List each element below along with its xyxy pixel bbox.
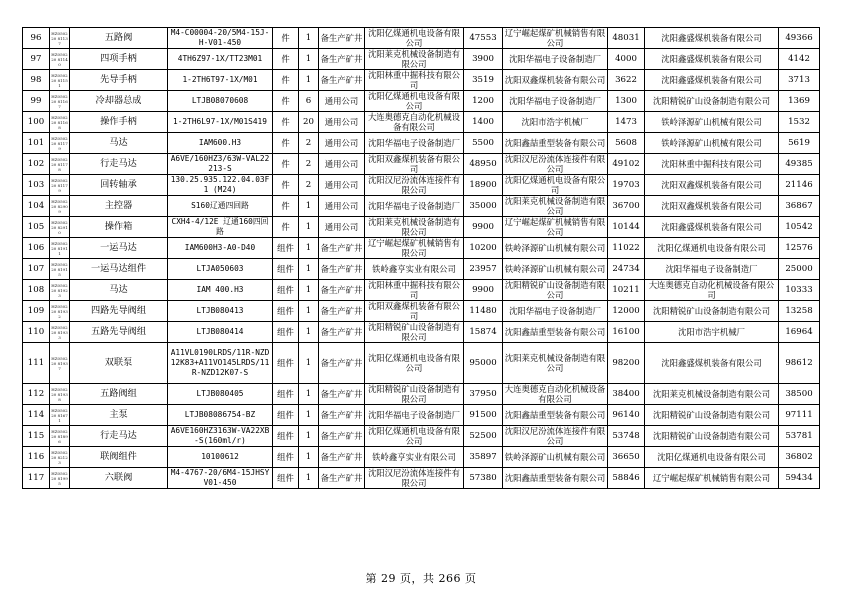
quantity-cell: 1 [299, 196, 319, 217]
price-2-cell: 3622 [608, 70, 645, 91]
unit-cell: 件 [273, 91, 299, 112]
model-spec-cell: 4TH6Z97-1X/TT23M01 [168, 49, 273, 70]
supplier-2-cell: 沈阳汉尼汾流体连接件有限公司 [503, 426, 608, 447]
supplier-1-cell: 沈阳华福电子设备制造厂 [365, 196, 464, 217]
quantity-cell: 1 [299, 447, 319, 468]
price-3-cell: 12576 [779, 238, 820, 259]
item-name-cell: 操作箱 [70, 217, 168, 238]
supplier-2-cell: 沈阳华福电子设备制造厂 [503, 301, 608, 322]
quantity-cell: 1 [299, 217, 319, 238]
price-2-cell: 4000 [608, 49, 645, 70]
category-cell: 备生产矿井 [319, 447, 365, 468]
supplier-1-cell: 辽宁崛起煤矿机械销售有限公司 [365, 238, 464, 259]
quantity-cell: 1 [299, 405, 319, 426]
category-cell: 通用公司 [319, 154, 365, 175]
price-3-cell: 36867 [779, 196, 820, 217]
model-spec-cell: LTJB080405 [168, 384, 273, 405]
supplier-2-cell: 铁岭泽源矿山机械有限公司 [503, 447, 608, 468]
unit-cell: 组件 [273, 301, 299, 322]
supplier-3-cell: 沈阳亿煤通机电设备有限公司 [645, 238, 779, 259]
price-3-cell: 38500 [779, 384, 820, 405]
price-3-cell: 36802 [779, 447, 820, 468]
material-code-cell: HZ050220 81179 [50, 133, 70, 154]
supplier-3-cell: 沈阳精锐矿山设备制造有限公司 [645, 91, 779, 112]
unit-cell: 件 [273, 175, 299, 196]
price-2-cell: 36650 [608, 447, 645, 468]
category-cell: 备生产矿井 [319, 28, 365, 49]
model-spec-cell: A6VE/160HZ3/63W-VAL22213-S [168, 154, 273, 175]
item-name-cell: 六联阀 [70, 468, 168, 489]
row-number-cell: 96 [23, 28, 50, 49]
supplier-1-cell: 沈阳亿煤通机电设备有限公司 [365, 28, 464, 49]
row-number-cell: 103 [23, 175, 50, 196]
table-row [23, 133, 820, 154]
quantity-cell: 1 [299, 322, 319, 343]
category-cell: 备生产矿井 [319, 280, 365, 301]
model-spec-cell: IAM600.H3 [168, 133, 273, 154]
quantity-cell: 2 [299, 175, 319, 196]
category-cell: 通用公司 [319, 112, 365, 133]
supplier-1-cell: 沈阳华福电子设备制造厂 [365, 133, 464, 154]
quantity-cell: 2 [299, 154, 319, 175]
price-3-cell: 53781 [779, 426, 820, 447]
price-1-cell: 3900 [464, 49, 503, 70]
price-1-cell: 37950 [464, 384, 503, 405]
category-cell: 备生产矿井 [319, 322, 365, 343]
supplier-3-cell: 沈阳亿煤通机电设备有限公司 [645, 447, 779, 468]
price-2-cell: 36700 [608, 196, 645, 217]
table-row [23, 175, 820, 196]
price-1-cell: 48950 [464, 154, 503, 175]
quantity-cell: 6 [299, 91, 319, 112]
supplier-2-cell: 沈阳莱克机械设备制造有限公司 [503, 343, 608, 384]
supplier-3-cell: 沈阳精锐矿山设备制造有限公司 [645, 301, 779, 322]
item-name-cell: 五路先导阀组 [70, 322, 168, 343]
row-number-cell: 116 [23, 447, 50, 468]
row-number-cell: 115 [23, 426, 50, 447]
supplier-3-cell: 大连奥德克自动化机械设备有限公司 [645, 280, 779, 301]
price-3-cell: 98612 [779, 343, 820, 384]
supplier-2-cell: 沈阳鑫喆重型装备有限公司 [503, 405, 608, 426]
price-3-cell: 59434 [779, 468, 820, 489]
unit-cell: 件 [273, 196, 299, 217]
category-cell: 备生产矿井 [319, 426, 365, 447]
supplier-2-cell: 沈阳双鑫煤机装备有限公司 [503, 70, 608, 91]
price-2-cell: 98200 [608, 343, 645, 384]
category-cell: 备生产矿井 [319, 49, 365, 70]
price-2-cell: 49102 [608, 154, 645, 175]
item-name-cell: 回转轴承 [70, 175, 168, 196]
supplier-1-cell: 沈阳林重中掘科技有限公司 [365, 280, 464, 301]
price-1-cell: 11480 [464, 301, 503, 322]
table-row [23, 49, 820, 70]
supplier-1-cell: 铁岭鑫亨实业有限公司 [365, 447, 464, 468]
supplier-3-cell: 沈阳鑫盛煤机装备有限公司 [645, 49, 779, 70]
supplier-1-cell: 沈阳亿煤通机电设备有限公司 [365, 426, 464, 447]
category-cell: 备生产矿井 [319, 468, 365, 489]
row-number-cell: 106 [23, 238, 50, 259]
model-spec-cell: IAM600H3-A0-D40 [168, 238, 273, 259]
price-3-cell: 1532 [779, 112, 820, 133]
category-cell: 备生产矿井 [319, 301, 365, 322]
category-cell: 备生产矿井 [319, 405, 365, 426]
supplier-1-cell: 铁岭鑫亨实业有限公司 [365, 259, 464, 280]
material-code-cell: HZ050220 81937 [50, 343, 70, 384]
model-spec-cell: LTJA050603 [168, 259, 273, 280]
item-name-cell: 冷却器总成 [70, 91, 168, 112]
item-name-cell: 马达 [70, 133, 168, 154]
material-code-cell: HZ050220 81671 [50, 405, 70, 426]
unit-cell: 件 [273, 112, 299, 133]
unit-cell: 件 [273, 49, 299, 70]
supplier-2-cell: 沈阳华福电子设备制造厂 [503, 49, 608, 70]
price-1-cell: 91500 [464, 405, 503, 426]
category-cell: 备生产矿井 [319, 343, 365, 384]
supplier-3-cell: 辽宁崛起煤矿机械销售有限公司 [645, 468, 779, 489]
row-number-cell: 99 [23, 91, 50, 112]
category-cell: 备生产矿井 [319, 384, 365, 405]
supplier-2-cell: 沈阳鑫喆重型装备有限公司 [503, 322, 608, 343]
price-3-cell: 5619 [779, 133, 820, 154]
unit-cell: 组件 [273, 384, 299, 405]
price-3-cell: 10542 [779, 217, 820, 238]
unit-cell: 组件 [273, 405, 299, 426]
price-1-cell: 35000 [464, 196, 503, 217]
model-spec-cell: A11VL0190LRDS/11R-NZD12K83+A11VO145LRDS/11R-NZD12K07-S [168, 343, 273, 384]
material-code-cell: HZ050220 81995 [50, 468, 70, 489]
item-name-cell: 联阀组件 [70, 447, 168, 468]
price-3-cell: 3713 [779, 70, 820, 91]
quantity-cell: 1 [299, 259, 319, 280]
table-row [23, 238, 820, 259]
price-1-cell: 23957 [464, 259, 503, 280]
row-number-cell: 97 [23, 49, 50, 70]
material-code-cell: HZ050220 81896 [50, 426, 70, 447]
row-number-cell: 111 [23, 343, 50, 384]
quantity-cell: 2 [299, 133, 319, 154]
price-3-cell: 10333 [779, 280, 820, 301]
table-row [23, 384, 820, 405]
supplier-2-cell: 沈阳精锐矿山设备制造有限公司 [503, 280, 608, 301]
price-2-cell: 53748 [608, 426, 645, 447]
price-3-cell: 4142 [779, 49, 820, 70]
supplier-3-cell: 沈阳林重中掘科技有限公司 [645, 154, 779, 175]
row-number-cell: 105 [23, 217, 50, 238]
unit-cell: 组件 [273, 468, 299, 489]
material-code-cell: HZ050220 81915 [50, 259, 70, 280]
item-name-cell: 马达 [70, 280, 168, 301]
model-spec-cell: S160辽通四回路 [168, 196, 273, 217]
price-2-cell: 96140 [608, 405, 645, 426]
material-code-cell: HZ050220 81140 [50, 49, 70, 70]
price-2-cell: 5608 [608, 133, 645, 154]
material-code-cell: HZ050220 81932 [50, 301, 70, 322]
material-code-cell: HZ050220 81167 [50, 91, 70, 112]
price-2-cell: 19703 [608, 175, 645, 196]
unit-cell: 件 [273, 28, 299, 49]
price-3-cell: 16964 [779, 322, 820, 343]
material-code-cell: HZ050220 81178 [50, 154, 70, 175]
supplier-3-cell: 沈阳鑫盛煤机装备有限公司 [645, 70, 779, 91]
supplier-3-cell: 沈阳鑫盛煤机装备有限公司 [645, 28, 779, 49]
material-code-cell: HZ050220 82123 [50, 447, 70, 468]
supplier-2-cell: 沈阳莱克机械设备制造有限公司 [503, 196, 608, 217]
supplier-3-cell: 沈阳莱克机械设备制造有限公司 [645, 384, 779, 405]
model-spec-cell: LTJB08086754-BZ [168, 405, 273, 426]
unit-cell: 组件 [273, 322, 299, 343]
quantity-cell: 20 [299, 112, 319, 133]
supplier-2-cell: 大连奥德克自动化机械设备有限公司 [503, 384, 608, 405]
row-number-cell: 112 [23, 384, 50, 405]
quantity-cell: 1 [299, 384, 319, 405]
table-row [23, 405, 820, 426]
quantity-cell: 1 [299, 468, 319, 489]
row-number-cell: 110 [23, 322, 50, 343]
material-code-cell: HZ050220 81911 [50, 238, 70, 259]
supplier-3-cell: 沈阳鑫盛煤机装备有限公司 [645, 217, 779, 238]
supplier-2-cell: 沈阳鑫喆重型装备有限公司 [503, 133, 608, 154]
category-cell: 备生产矿井 [319, 70, 365, 91]
price-2-cell: 16100 [608, 322, 645, 343]
quantity-cell: 1 [299, 238, 319, 259]
supplier-3-cell: 沈阳市浩宇机械厂 [645, 322, 779, 343]
quantity-cell: 1 [299, 70, 319, 91]
row-number-cell: 109 [23, 301, 50, 322]
price-3-cell: 13258 [779, 301, 820, 322]
item-name-cell: 一运马达组件 [70, 259, 168, 280]
supplier-1-cell: 沈阳双鑫煤机装备有限公司 [365, 154, 464, 175]
price-1-cell: 1400 [464, 112, 503, 133]
material-code-cell: HZ050220 81938 [50, 384, 70, 405]
price-1-cell: 18900 [464, 175, 503, 196]
quantity-cell: 1 [299, 280, 319, 301]
quantity-cell: 1 [299, 426, 319, 447]
supplier-3-cell: 沈阳精锐矿山设备制造有限公司 [645, 405, 779, 426]
row-number-cell: 101 [23, 133, 50, 154]
supplier-2-cell: 辽宁崛起煤矿机械销售有限公司 [503, 28, 608, 49]
row-number-cell: 104 [23, 196, 50, 217]
table-row [23, 468, 820, 489]
model-spec-cell: 1-2TH6L97-1X/M01S419 [168, 112, 273, 133]
category-cell: 通用公司 [319, 196, 365, 217]
procurement-table [22, 27, 820, 489]
price-1-cell: 1200 [464, 91, 503, 112]
price-3-cell: 1369 [779, 91, 820, 112]
supplier-1-cell: 沈阳亿煤通机电设备有限公司 [365, 91, 464, 112]
supplier-2-cell: 铁岭泽源矿山机械有限公司 [503, 259, 608, 280]
supplier-1-cell: 沈阳华福电子设备制造厂 [365, 405, 464, 426]
unit-cell: 组件 [273, 238, 299, 259]
supplier-2-cell: 沈阳市浩宇机械厂 [503, 112, 608, 133]
price-1-cell: 52500 [464, 426, 503, 447]
quantity-cell: 1 [299, 28, 319, 49]
price-1-cell: 47553 [464, 28, 503, 49]
price-3-cell: 97111 [779, 405, 820, 426]
supplier-2-cell: 沈阳汉尼汾流体连接件有限公司 [503, 154, 608, 175]
table-row [23, 70, 820, 91]
supplier-3-cell: 沈阳双鑫煤机装备有限公司 [645, 175, 779, 196]
item-name-cell: 四路先导阀组 [70, 301, 168, 322]
material-code-cell: HZ050220 81179 [50, 175, 70, 196]
price-3-cell: 21146 [779, 175, 820, 196]
unit-cell: 件 [273, 133, 299, 154]
unit-cell: 组件 [273, 259, 299, 280]
price-1-cell: 9900 [464, 217, 503, 238]
supplier-1-cell: 沈阳双鑫煤机装备有限公司 [365, 301, 464, 322]
row-number-cell: 102 [23, 154, 50, 175]
row-number-cell: 107 [23, 259, 50, 280]
row-number-cell: 114 [23, 405, 50, 426]
quantity-cell: 1 [299, 301, 319, 322]
model-spec-cell: LTJB080413 [168, 301, 273, 322]
supplier-1-cell: 沈阳汉尼汾流体连接件有限公司 [365, 468, 464, 489]
material-code-cell: HZ050220 81933 [50, 322, 70, 343]
supplier-3-cell: 沈阳精锐矿山设备制造有限公司 [645, 426, 779, 447]
price-2-cell: 58846 [608, 468, 645, 489]
category-cell: 通用公司 [319, 91, 365, 112]
material-code-cell: HZ050220 81923 [50, 280, 70, 301]
item-name-cell: 操作手柄 [70, 112, 168, 133]
unit-cell: 件 [273, 154, 299, 175]
price-2-cell: 10144 [608, 217, 645, 238]
model-spec-cell: LTJB080414 [168, 322, 273, 343]
price-3-cell: 25000 [779, 259, 820, 280]
model-spec-cell: A6VE160HZ3163W-VA22XB-S(160ml/r) [168, 426, 273, 447]
unit-cell: 组件 [273, 447, 299, 468]
table-row [23, 426, 820, 447]
row-number-cell: 117 [23, 468, 50, 489]
price-2-cell: 11022 [608, 238, 645, 259]
price-2-cell: 38400 [608, 384, 645, 405]
price-2-cell: 48031 [608, 28, 645, 49]
unit-cell: 组件 [273, 343, 299, 384]
table-row [23, 301, 820, 322]
price-1-cell: 57380 [464, 468, 503, 489]
supplier-2-cell: 沈阳亿煤通机电设备有限公司 [503, 175, 608, 196]
unit-cell: 组件 [273, 280, 299, 301]
item-name-cell: 主泵 [70, 405, 168, 426]
model-spec-cell: IAM 400.H3 [168, 280, 273, 301]
category-cell: 通用公司 [319, 217, 365, 238]
item-name-cell: 四项手柄 [70, 49, 168, 70]
page-footer: 第 29 页，共 266 页 [365, 572, 477, 585]
category-cell: 通用公司 [319, 175, 365, 196]
model-spec-cell: M4-4767-20/6M4-15JHSYV01-450 [168, 468, 273, 489]
price-1-cell: 35897 [464, 447, 503, 468]
category-cell: 通用公司 [319, 133, 365, 154]
quantity-cell: 1 [299, 49, 319, 70]
price-2-cell: 10211 [608, 280, 645, 301]
price-2-cell: 1473 [608, 112, 645, 133]
supplier-3-cell: 铁岭泽源矿山机械有限公司 [645, 112, 779, 133]
price-1-cell: 3519 [464, 70, 503, 91]
supplier-3-cell: 沈阳双鑫煤机装备有限公司 [645, 196, 779, 217]
supplier-3-cell: 沈阳华福电子设备制造厂 [645, 259, 779, 280]
model-spec-cell: CXH4-4/12E 辽通160四回路 [168, 217, 273, 238]
item-name-cell: 主控器 [70, 196, 168, 217]
supplier-2-cell: 沈阳鑫喆重型装备有限公司 [503, 468, 608, 489]
table-row [23, 28, 820, 49]
row-number-cell: 98 [23, 70, 50, 91]
supplier-2-cell: 沈阳华福电子设备制造厂 [503, 91, 608, 112]
supplier-1-cell: 沈阳精锐矿山设备制造有限公司 [365, 322, 464, 343]
price-3-cell: 49366 [779, 28, 820, 49]
model-spec-cell: 130.25.935.122.04.03F1 (M24) [168, 175, 273, 196]
model-spec-cell: 1-2TH6T97-1X/M01 [168, 70, 273, 91]
supplier-1-cell: 沈阳莱克机械设备制造有限公司 [365, 49, 464, 70]
table-row [23, 112, 820, 133]
table-row [23, 196, 820, 217]
supplier-3-cell: 铁岭泽源矿山机械有限公司 [645, 133, 779, 154]
material-code-cell: HZ050220 81168 [50, 112, 70, 133]
supplier-3-cell: 沈阳鑫盛煤机装备有限公司 [645, 343, 779, 384]
item-name-cell: 五路阀 [70, 28, 168, 49]
price-2-cell: 1300 [608, 91, 645, 112]
model-spec-cell: LTJB08070608 [168, 91, 273, 112]
table-row [23, 259, 820, 280]
material-code-cell: HZ050220 81151 [50, 70, 70, 91]
item-name-cell: 行走马达 [70, 154, 168, 175]
item-name-cell: 行走马达 [70, 426, 168, 447]
quantity-cell: 1 [299, 343, 319, 384]
table-row [23, 91, 820, 112]
table-row [23, 217, 820, 238]
supplier-1-cell: 沈阳精锐矿山设备制造有限公司 [365, 384, 464, 405]
unit-cell: 件 [273, 70, 299, 91]
price-1-cell: 15874 [464, 322, 503, 343]
row-number-cell: 108 [23, 280, 50, 301]
unit-cell: 件 [273, 217, 299, 238]
supplier-1-cell: 沈阳林重中掘科技有限公司 [365, 70, 464, 91]
price-2-cell: 12000 [608, 301, 645, 322]
table-row [23, 154, 820, 175]
table-row [23, 343, 820, 384]
material-code-cell: HZ050220 82910 [50, 217, 70, 238]
table-row [23, 280, 820, 301]
category-cell: 备生产矿井 [319, 259, 365, 280]
row-number-cell: 100 [23, 112, 50, 133]
price-1-cell: 95000 [464, 343, 503, 384]
supplier-1-cell: 沈阳莱克机械设备制造有限公司 [365, 217, 464, 238]
model-spec-cell: 10100612 [168, 447, 273, 468]
item-name-cell: 双联泵 [70, 343, 168, 384]
price-1-cell: 10200 [464, 238, 503, 259]
material-code-cell: HZ050220 82909 [50, 196, 70, 217]
supplier-1-cell: 沈阳汉尼汾流体连接件有限公司 [365, 175, 464, 196]
item-name-cell: 五路阀组 [70, 384, 168, 405]
category-cell: 备生产矿井 [319, 238, 365, 259]
supplier-2-cell: 辽宁崛起煤矿机械销售有限公司 [503, 217, 608, 238]
supplier-2-cell: 铁岭泽源矿山机械有限公司 [503, 238, 608, 259]
model-spec-cell: M4-C00004-20/5M4-15J-H-V01-450 [168, 28, 273, 49]
price-1-cell: 5500 [464, 133, 503, 154]
unit-cell: 组件 [273, 426, 299, 447]
price-2-cell: 24734 [608, 259, 645, 280]
supplier-1-cell: 沈阳亿煤通机电设备有限公司 [365, 343, 464, 384]
supplier-1-cell: 大连奥德克自动化机械设备有限公司 [365, 112, 464, 133]
item-name-cell: 先导手柄 [70, 70, 168, 91]
item-name-cell: 一运马达 [70, 238, 168, 259]
price-3-cell: 49385 [779, 154, 820, 175]
table-row [23, 447, 820, 468]
table-row [23, 322, 820, 343]
material-code-cell: HZ050220 81137 [50, 28, 70, 49]
price-1-cell: 9900 [464, 280, 503, 301]
